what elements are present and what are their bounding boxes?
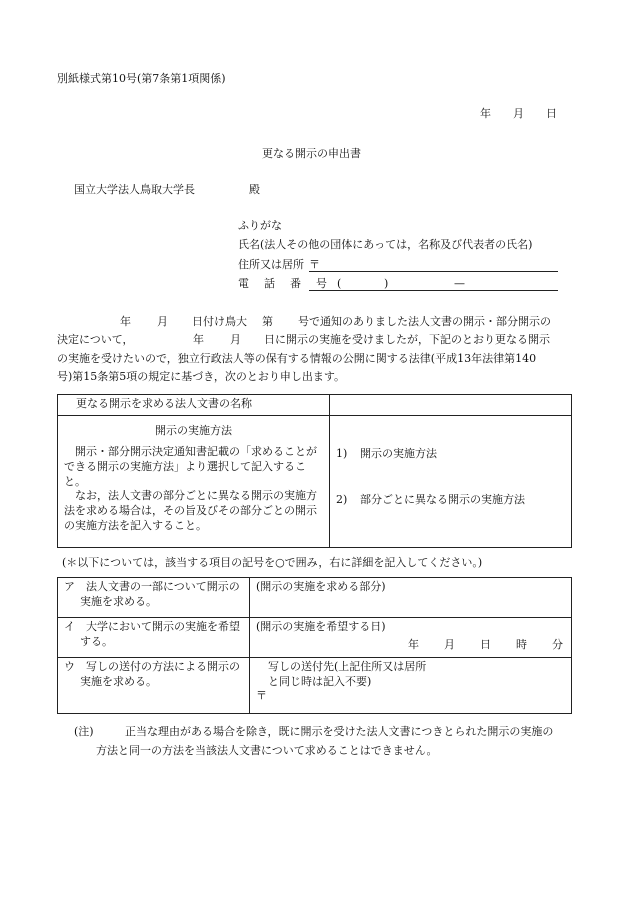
document-name-input-cell[interactable] [330,395,572,416]
body-number-prefix: 第 [262,315,273,328]
option-c-cell[interactable] [58,658,250,714]
body-month-1: 月 [157,315,168,328]
option-c-mark[interactable]: ウ [64,660,75,673]
option-2-number: 2) [336,493,348,506]
option-c-postal-mark: 〒 [256,688,267,702]
footnote-line-1: 正当な理由がある場合を除き，既に開示を受けた法人文書につきとられた開示の実施の [125,725,554,738]
body-month-2: 月 [230,333,241,346]
visit-month-label: 月 [444,638,455,651]
option-a-detail: (開示の実施を求める部分) [256,580,386,593]
method-title: 開示の実施方法 [155,424,232,437]
addressee-honorific: 殿 [249,183,260,196]
option-1-number: 1) [336,447,348,460]
visit-day-label: 日 [480,638,491,651]
method-options-cell[interactable] [330,416,572,548]
document-title: 更なる開示の申出書 [262,147,361,160]
body-year-2: 年 [193,333,204,346]
method-description-2: なお，法人文書の部分ごとに異なる開示の実施方法を求める場合は，その旨及びその部分ごとの開示の実施方法を記入すること。 [64,489,317,533]
furigana-label: ふりがな [238,219,282,232]
phone-label: 電 話 番 号 [238,277,329,290]
disclosure-method-table [57,394,572,548]
phone-underline [309,290,558,291]
date-day-label: 日 [546,107,557,120]
option-a-detail-cell[interactable] [250,578,572,618]
option-1-label[interactable]: 開示の実施方法 [360,447,437,460]
body-year-1: 年 [120,315,131,328]
document-name-label-cell [58,395,330,416]
date-year-label: 年 [480,107,491,120]
body-line-2: 日に開示の実施を受けましたが，下記のとおり更なる開示 [264,333,550,346]
option-c-detail-cell[interactable] [250,658,572,714]
body-line-3: の実施を受けたいので，独立行政法人等の保有する情報の公開に関する法律(平成13年法律第140 [57,352,537,365]
date-month-label: 月 [513,107,524,120]
instruction-note: (＊以下については，該当する項目の記号を○で囲み，右に詳細を記入してください。) [62,556,483,569]
applicant-name-label: 氏名(法人その他の団体にあっては，名称及び代表者の氏名) [238,238,533,251]
method-instructions-cell [58,416,330,548]
form-reference: 別紙様式第10号(第7条第1項関係) [57,72,226,85]
option-b-mark[interactable]: イ [64,620,75,633]
option-b-detail: (開示の実施を希望する日) [256,620,386,633]
address-label: 住所又は居所 [238,258,304,271]
option-b-cell[interactable] [58,618,250,658]
body-line-1: 号で通知のありました法人文書の開示・部分開示の [298,315,551,328]
option-a-label: 法人文書の一部について開示の実施を求める。 [80,580,240,608]
option-b-detail-cell[interactable] [250,618,572,658]
phone-dash: — [454,277,465,290]
options-table [57,577,572,714]
body-day-ref: 日付け鳥大 [192,315,247,328]
option-2-label[interactable]: 部分ごとに異なる開示の実施方法 [360,493,525,506]
method-description-1: 開示・部分開示決定通知書記載の「求めることができる開示の実施方法」より選択して記入すること。 [64,444,317,488]
option-b-label: 大学において開示の実施を希望する。 [80,620,240,648]
visit-year-label: 年 [408,638,419,651]
phone-close-paren: ) [384,277,389,290]
option-c-detail: 写しの送付先(上記住所又は居所と同じ時は記入不要) [268,660,427,688]
addressee-name: 国立大学法人鳥取大学長 [74,183,195,196]
option-a-mark[interactable]: ア [64,580,75,593]
option-a-cell[interactable] [58,578,250,618]
footnote-line-2: 方法と同一の方法を当該法人文書について求めることはできません。 [96,744,438,757]
document-name-label: 更なる開示を求める法人文書の名称 [76,397,252,410]
visit-minute-label: 分 [552,638,563,651]
option-c-label: 写しの送付の方法による開示の実施を求める。 [80,660,240,688]
address-underline [309,271,558,272]
body-line-4: 号)第15条第5項の規定に基づき，次のとおり申し出ます。 [57,370,345,383]
footnote-mark: (注) [74,725,94,738]
visit-hour-label: 時 [516,638,527,651]
address-postal-mark: 〒 [309,258,320,271]
phone-open-paren: ( [337,277,342,290]
body-line-2-head: 決定について， [57,333,134,346]
